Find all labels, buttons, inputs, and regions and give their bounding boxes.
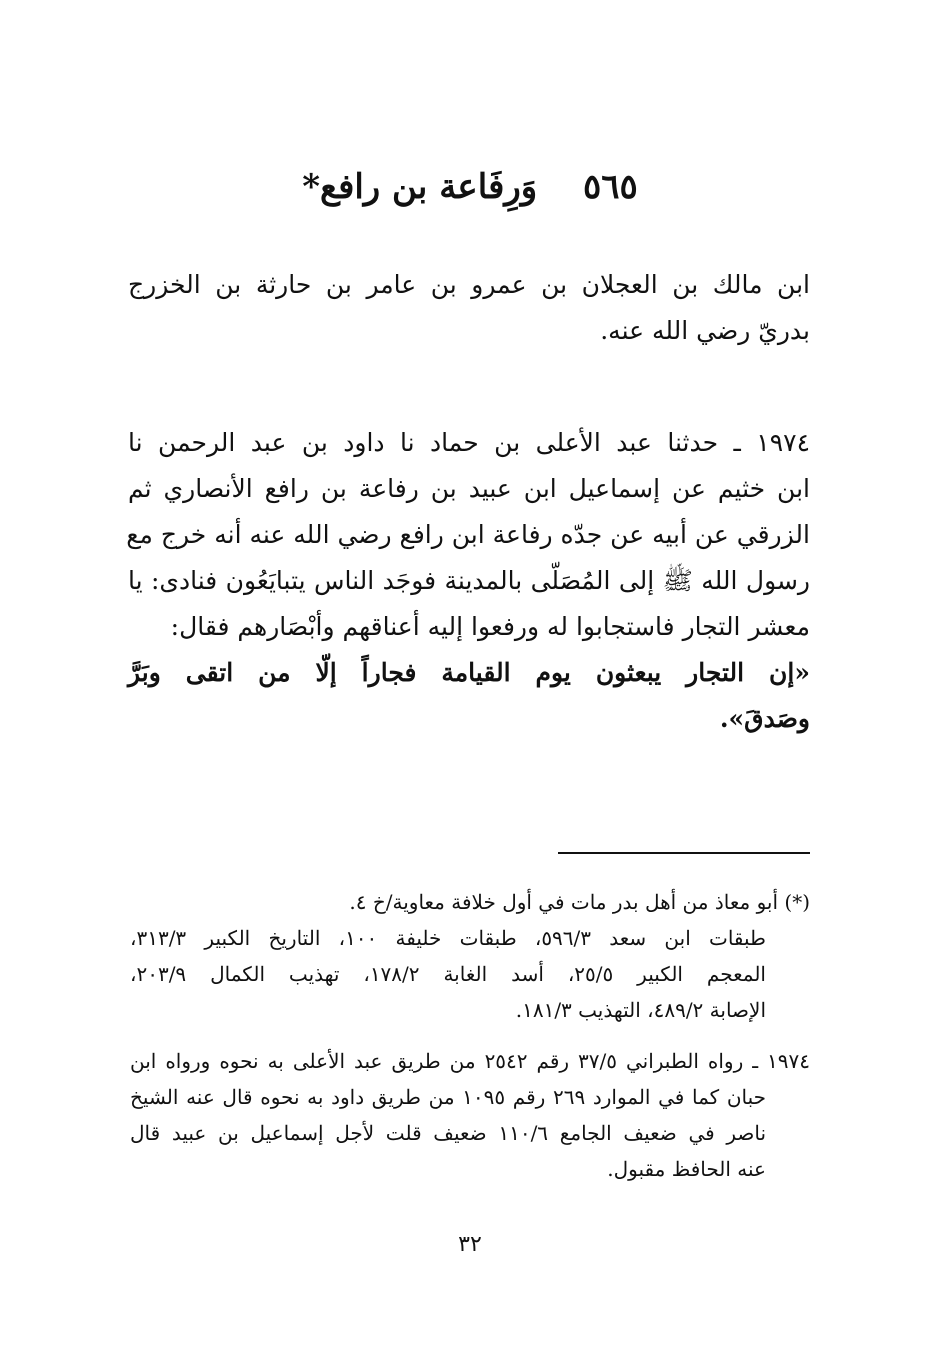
text-line: رسول الله ﷺ إلى المُصَلّى بالمدينة فوجَد الناس يتبايَعُون فنادى: يا [128,566,811,595]
section-heading [130,162,810,212]
section-title: وَرِفَاعة بن رافع* [302,167,538,207]
footnote-biography [130,884,810,1028]
footnote-divider [558,852,810,854]
hadith-quote-line: «إن التجار يبعثون يوم القيامة فجاراً إلّا من اتقى وبَرَّ [128,658,810,687]
footnote-line: عنه الحافظ مقبول. [607,1157,766,1181]
footnote-takhrij [130,1043,810,1187]
hadith-paragraph [128,420,810,742]
footnote-line: المعجم الكبير ٢٥/٥، أسد الغابة ١٧٨/٢، تهذيب الكمال ٢٠٣/٩، [130,962,766,986]
hadith-quote-line: وصَدقَ». [719,704,810,733]
text-line: بدريّ رضي الله عنه. [600,316,810,345]
text-line: معشر التجار فاستجابوا له ورفعوا إليه أعناقهم وأبْصَارهم فقال: [170,612,810,641]
text-line: ابن خثيم عن إسماعيل ابن عبيد بن رفاعة بن رافع الأنصاري ثم [128,474,810,503]
footnote-line: حبان كما في الموارد ٢٦٩ رقم ١٠٩٥ من طريق داود به نحوه قال عنه الشيخ [130,1085,766,1109]
section-number: ٥٦٥ [583,167,638,207]
footnote-line: ١٩٧٤ ـ رواه الطبراني ٣٧/٥ رقم ٢٥٤٢ من طريق عبد الأعلى به نحوه ورواه ابن [130,1049,811,1073]
lineage-paragraph [128,262,810,354]
text-line: الزرقي عن أبيه عن جدّه رفاعة ابن رافع رضي الله عنه أنه خرج مع [126,520,810,549]
text-line: ١٩٧٤ ـ حدثنا عبد الأعلى بن حماد نا داود بن عبد الرحمن نا [128,428,810,457]
text-line: ابن مالك بن العجلان بن عمرو بن عامر بن حارثة بن الخزرج [128,270,810,299]
footnote-line: (*) أبو معاذ من أهل بدر مات في أول خلافة معاوية/خ ٤. [349,890,810,914]
page-number: ٣٢ [458,1232,482,1257]
footnote-line: طبقات ابن سعد ٥٩٦/٣، طبقات خليفة ١٠٠، التاريخ الكبير ٣١٣/٣، [130,926,766,950]
footnote-line: الإصابة ٤٨٩/٢، التهذيب ١٨١/٣. [515,998,766,1022]
footnote-line: ناصر في ضعيف الجامع ١١٠/٦ ضعيف قلت لأجل إسماعيل بن عبيد قال [130,1121,767,1145]
